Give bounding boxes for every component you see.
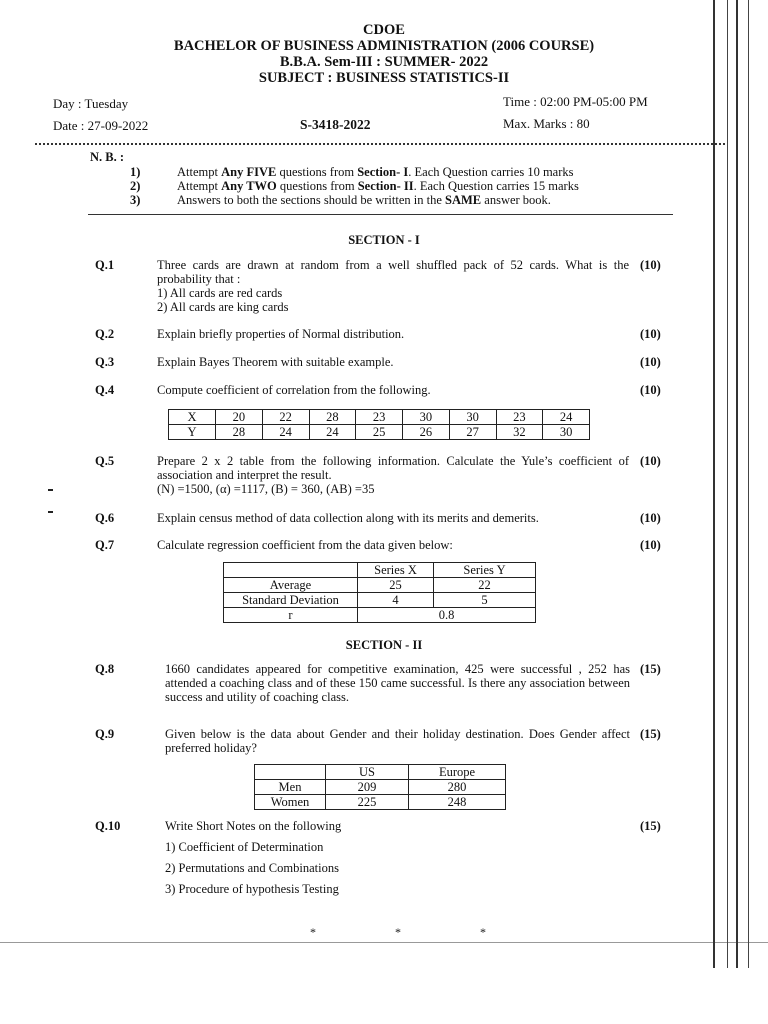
table-row xyxy=(255,765,506,780)
x-cell: 20 xyxy=(216,410,263,425)
x-cell: 30 xyxy=(403,410,450,425)
exam-date: Date : 27-09-2022 xyxy=(53,118,149,133)
table-cell: 248 xyxy=(409,795,506,810)
row-label: r xyxy=(224,608,358,623)
table-cell: 22 xyxy=(434,578,536,593)
nb-item-2: Attempt Any TWO questions from Section- II. Each Question carries 15 marks xyxy=(177,179,579,193)
q5-marks: (10) xyxy=(640,454,661,468)
q10-text: Write Short Notes on the following xyxy=(165,819,342,833)
y-cell: 32 xyxy=(496,425,543,440)
scan-edge-bar xyxy=(748,0,749,968)
end-stars: * * * xyxy=(310,925,524,939)
x-cell: 23 xyxy=(356,410,403,425)
row-label: Women xyxy=(255,795,326,810)
y-cell: 25 xyxy=(356,425,403,440)
table-row xyxy=(224,593,536,608)
nb-num-3: 3) xyxy=(130,193,141,207)
table-row xyxy=(255,780,506,795)
q7-marks: (10) xyxy=(640,538,661,552)
row-label: Average xyxy=(224,578,358,593)
y-cell: 24 xyxy=(262,425,309,440)
q8-text: 1660 candidates appeared for competitive examination, 425 were successful , 252 has attended a coaching class and of these 150 came successful. Is there any association between success and utility of coaching class. xyxy=(165,662,630,704)
q1-text: Three cards are drawn at random from a well shuffled pack of 52 cards. What is the probability that : 1) All cards are red cards 2) All cards are king cards xyxy=(157,258,629,314)
header-line-2: BACHELOR OF BUSINESS ADMINISTRATION (2006 COURSE) xyxy=(173,38,595,54)
q8-number: Q.8 xyxy=(95,662,115,676)
table-row xyxy=(169,410,590,425)
row-label: Standard Deviation xyxy=(224,593,358,608)
header-line-4: SUBJECT : BUSINESS STATISTICS-II xyxy=(258,70,510,86)
column-header: Europe xyxy=(409,765,506,780)
scan-edge-bar xyxy=(713,0,715,968)
section-1-title: SECTION - I xyxy=(348,233,420,247)
nb-label: N. B. : xyxy=(90,150,125,164)
x-cell: 30 xyxy=(449,410,496,425)
q4-text: Compute coefficient of correlation from the following. xyxy=(157,383,431,397)
y-label-cell: Y xyxy=(169,425,216,440)
header-line-3: B.B.A. Sem-III : SUMMER- 2022 xyxy=(279,54,489,70)
x-label-cell: X xyxy=(169,410,216,425)
q2-text: Explain briefly properties of Normal distribution. xyxy=(157,327,405,341)
q10-number: Q.10 xyxy=(95,819,121,833)
exam-time: Time : 02:00 PM-05:00 PM xyxy=(503,94,648,109)
table-row xyxy=(169,425,590,440)
nb-num-1: 1) xyxy=(130,165,141,179)
q1-marks: (10) xyxy=(640,258,661,272)
q9-marks: (15) xyxy=(640,727,661,741)
margin-mark xyxy=(48,489,53,491)
max-marks: Max. Marks : 80 xyxy=(503,116,590,131)
q7-text: Calculate regression coefficient from the data given below: xyxy=(157,538,453,552)
table-cell: 0.8 xyxy=(358,608,536,623)
nb-divider xyxy=(88,214,673,215)
nb-item-1: Attempt Any FIVE questions from Section- I. Each Question carries 10 marks xyxy=(177,165,574,179)
regression-table xyxy=(223,562,536,623)
corner-cell xyxy=(255,765,326,780)
q10-marks: (15) xyxy=(640,819,661,833)
holiday-table xyxy=(254,764,506,810)
correlation-table xyxy=(168,409,590,440)
q2-marks: (10) xyxy=(640,327,661,341)
q8-marks: (15) xyxy=(640,662,661,676)
q9-text: Given below is the data about Gender and their holiday destination. Does Gender affect preferred holiday? xyxy=(165,727,630,755)
table-cell: 25 xyxy=(358,578,434,593)
corner-cell xyxy=(224,563,358,578)
nb-item-3: Answers to both the sections should be written in the SAME answer book. xyxy=(177,193,551,207)
q3-marks: (10) xyxy=(640,355,661,369)
column-header: US xyxy=(326,765,409,780)
q6-number: Q.6 xyxy=(95,511,115,525)
q10-note-2: 2) Permutations and Combinations xyxy=(165,861,339,875)
table-row xyxy=(224,563,536,578)
q4-number: Q.4 xyxy=(95,383,115,397)
q3-text: Explain Bayes Theorem with suitable example. xyxy=(157,355,394,369)
x-cell: 22 xyxy=(262,410,309,425)
q4-marks: (10) xyxy=(640,383,661,397)
table-cell: 4 xyxy=(358,593,434,608)
table-cell: 225 xyxy=(326,795,409,810)
scan-edge-bar xyxy=(727,0,728,968)
table-cell: 209 xyxy=(326,780,409,795)
q6-marks: (10) xyxy=(640,511,661,525)
table-cell: 5 xyxy=(434,593,536,608)
section-2-title: SECTION - II xyxy=(345,638,423,652)
y-cell: 30 xyxy=(543,425,590,440)
column-header: Series X xyxy=(358,563,434,578)
q5-number: Q.5 xyxy=(95,454,115,468)
q1-number: Q.1 xyxy=(95,258,115,272)
scan-edge-line xyxy=(0,942,768,943)
x-cell: 23 xyxy=(496,410,543,425)
y-cell: 26 xyxy=(403,425,450,440)
y-cell: 24 xyxy=(309,425,356,440)
exam-day: Day : Tuesday xyxy=(53,96,129,111)
x-cell: 28 xyxy=(309,410,356,425)
column-header: Series Y xyxy=(434,563,536,578)
table-row xyxy=(255,795,506,810)
table-cell: 280 xyxy=(409,780,506,795)
table-row xyxy=(224,608,536,623)
q6-text: Explain census method of data collection along with its merits and demerits. xyxy=(157,511,539,525)
q3-number: Q.3 xyxy=(95,355,115,369)
x-cell: 24 xyxy=(543,410,590,425)
q10-note-1: 1) Coefficient of Determination xyxy=(165,840,324,854)
y-cell: 27 xyxy=(449,425,496,440)
dotted-divider xyxy=(35,143,725,145)
paper-code: S-3418-2022 xyxy=(300,117,371,132)
scan-edge-bar xyxy=(736,0,738,968)
header-line-1: CDOE xyxy=(363,22,405,38)
y-cell: 28 xyxy=(216,425,263,440)
q2-number: Q.2 xyxy=(95,327,115,341)
q10-note-3: 3) Procedure of hypothesis Testing xyxy=(165,882,339,896)
q5-text: Prepare 2 x 2 table from the following information. Calculate the Yule’s coefficient of association and interpret the result. (N) =1500, (α) =1117, (B) = 360, (AB) =35 xyxy=(157,454,629,496)
table-row xyxy=(224,578,536,593)
nb-num-2: 2) xyxy=(130,179,141,193)
q7-number: Q.7 xyxy=(95,538,115,552)
row-label: Men xyxy=(255,780,326,795)
margin-mark xyxy=(48,511,53,513)
q9-number: Q.9 xyxy=(95,727,115,741)
